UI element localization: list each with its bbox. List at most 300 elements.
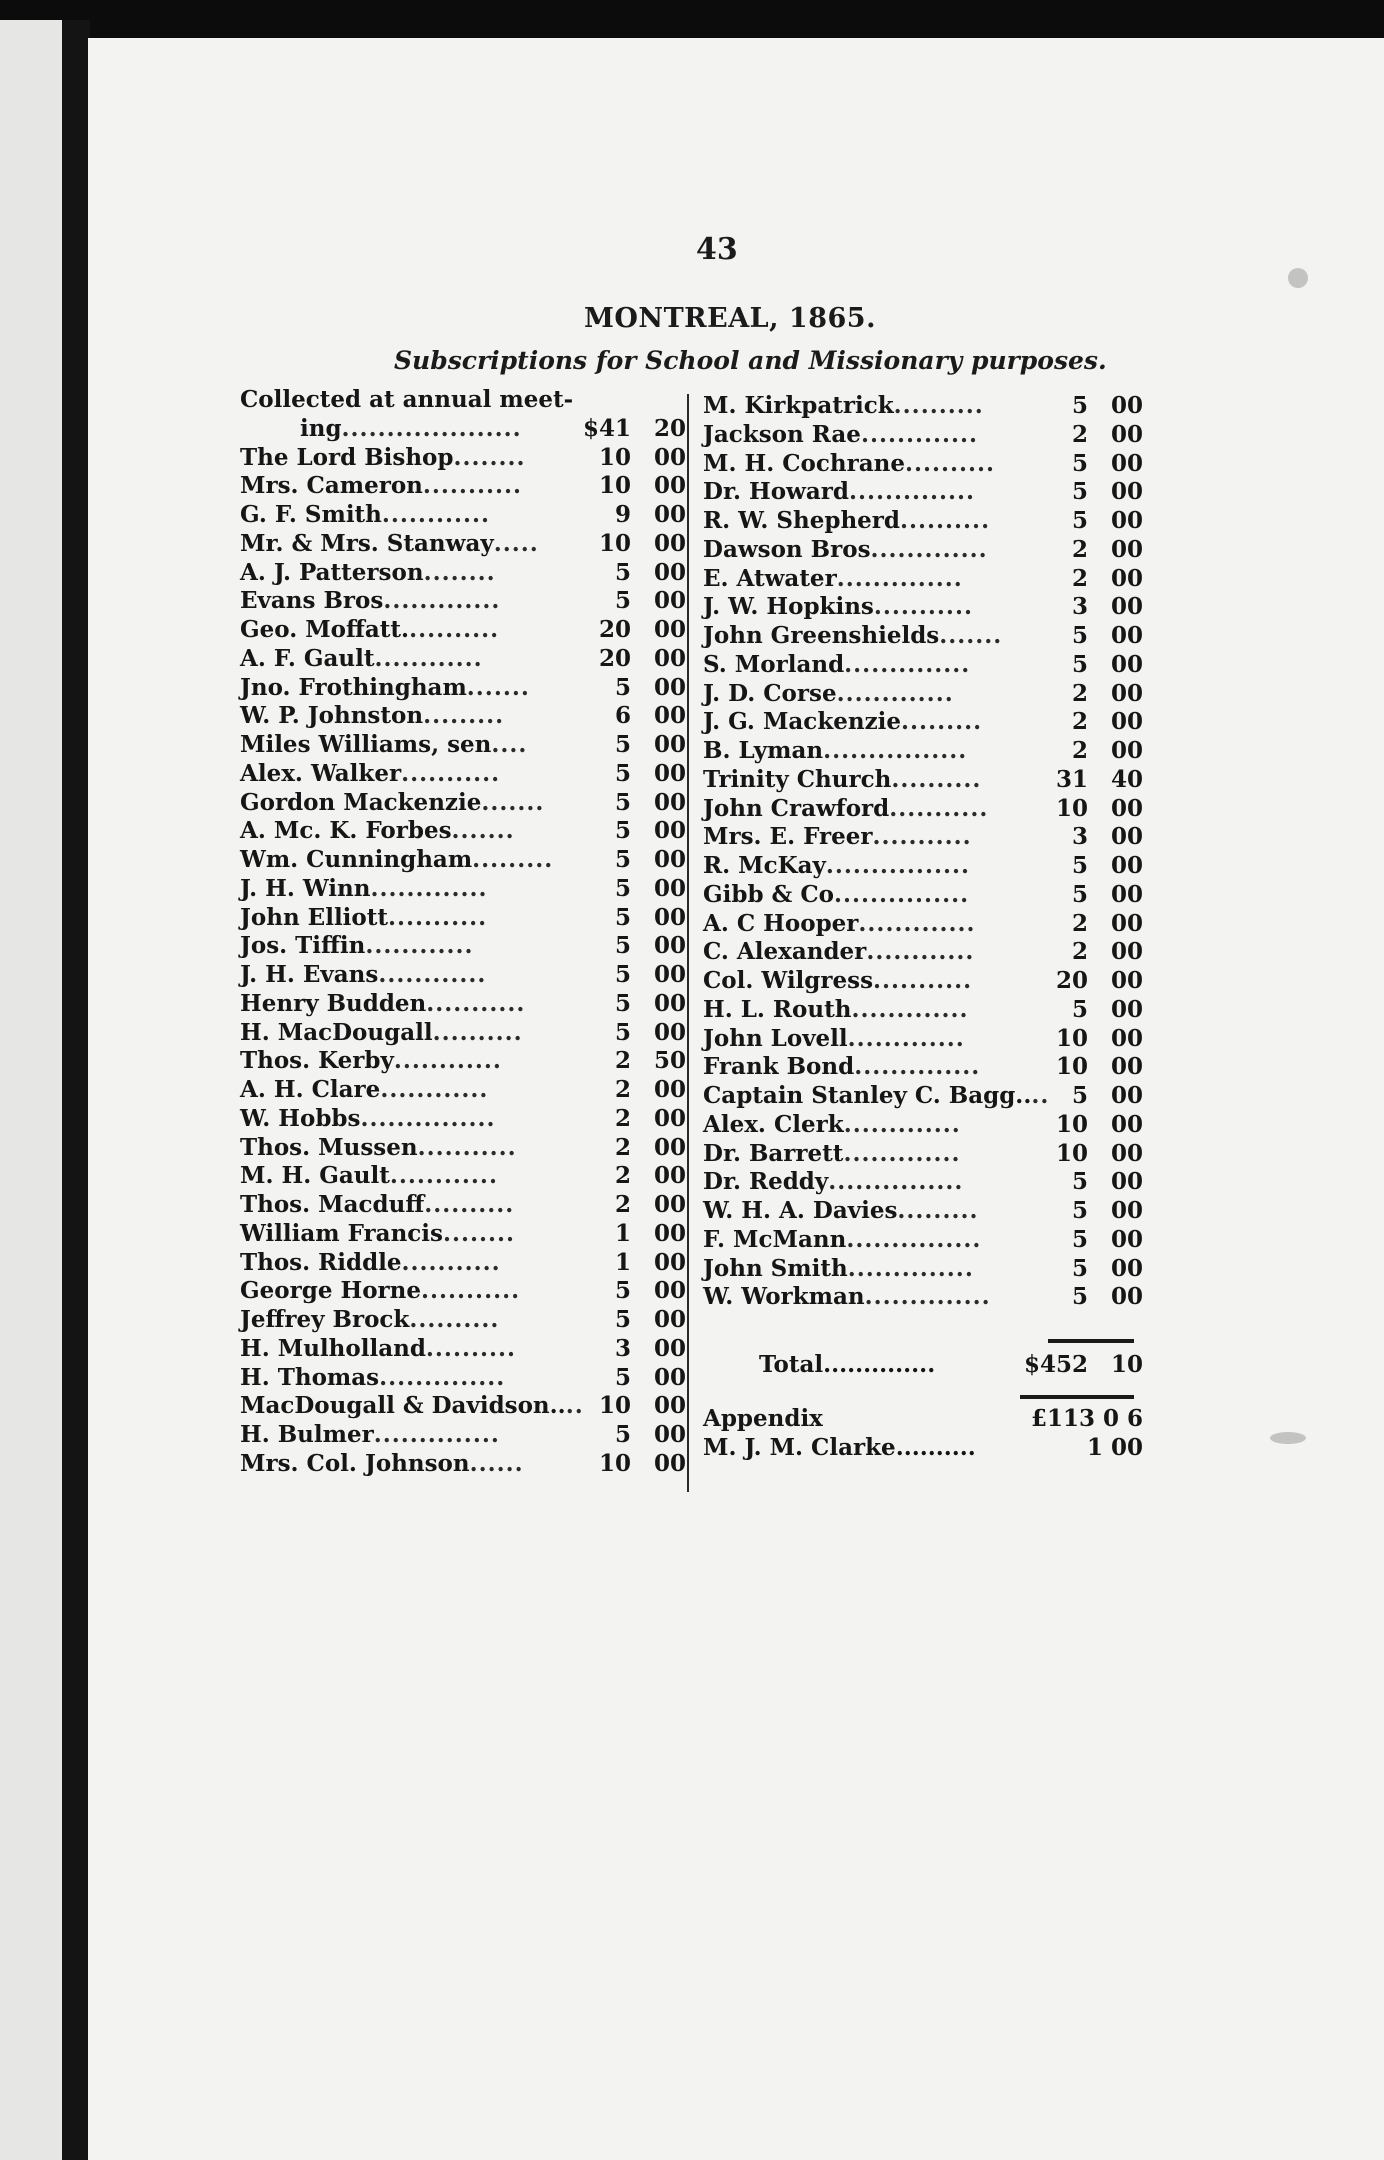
subscriber-name: Thos. Kerby............ bbox=[240, 1047, 502, 1075]
ink-smudge bbox=[1270, 1432, 1306, 1444]
subscriber-name: A. F. Gault............ bbox=[240, 644, 483, 672]
list-item bbox=[240, 501, 686, 530]
list-item bbox=[240, 731, 686, 760]
list-item bbox=[703, 852, 1143, 881]
amount-cents: 00 bbox=[653, 1306, 686, 1333]
amount-cents: 00 bbox=[653, 616, 686, 643]
amount-dollars: 5 bbox=[614, 1277, 631, 1305]
list-item bbox=[703, 536, 1143, 565]
amount-cents: 00 bbox=[653, 788, 686, 816]
subscriber-name: Trinity Church.......... bbox=[703, 765, 982, 793]
list-item bbox=[240, 1335, 686, 1364]
amount-dollars: 5 bbox=[614, 961, 631, 988]
amount-dollars: 5 bbox=[614, 846, 631, 873]
subscriber-name: ing.................... bbox=[300, 414, 522, 442]
list-item bbox=[240, 1191, 686, 1220]
list-item bbox=[703, 421, 1143, 450]
subscriber-name: Gibb & Co............... bbox=[703, 880, 970, 908]
amount-dollars: 2 bbox=[614, 1076, 631, 1103]
list-item bbox=[240, 530, 686, 559]
subscriber-name: Mrs. E. Freer........... bbox=[703, 823, 972, 851]
amount-cents: 00 bbox=[1110, 1139, 1143, 1167]
amount-dollars: 5 bbox=[614, 1018, 631, 1046]
subscriber-name: John Smith.............. bbox=[703, 1254, 974, 1282]
amount-dollars: 5 bbox=[614, 874, 631, 902]
amount-cents: 40 bbox=[1110, 765, 1143, 793]
list-item bbox=[703, 1197, 1143, 1226]
amount-dollars: 9 bbox=[614, 501, 631, 528]
amount-cents: 00 bbox=[653, 846, 686, 873]
amount-cents: 00 bbox=[1110, 1197, 1143, 1224]
amount-dollars: 10 bbox=[1055, 1110, 1088, 1138]
amount-cents: 00 bbox=[653, 1018, 686, 1046]
subscriber-name: G. F. Smith............ bbox=[240, 501, 490, 528]
amount-cents: 50 bbox=[653, 1047, 686, 1075]
list-item bbox=[240, 817, 686, 846]
subscriber-name: H. Thomas.............. bbox=[240, 1363, 506, 1391]
total-row bbox=[703, 1349, 1143, 1381]
amount-dollars: 2 bbox=[614, 1047, 631, 1075]
subscriber-name: H. MacDougall.......... bbox=[240, 1018, 523, 1046]
amount-dollars: 6 bbox=[614, 702, 631, 730]
list-item bbox=[703, 507, 1143, 536]
list-item bbox=[703, 651, 1143, 680]
list-item bbox=[703, 1283, 1143, 1312]
amount-cents: 00 bbox=[1110, 1082, 1143, 1109]
subscriber-name: Frank Bond.............. bbox=[703, 1053, 981, 1081]
subscriber-name: John Elliott........... bbox=[240, 903, 488, 931]
subscriber-name: John Greenshields....... bbox=[703, 622, 1003, 649]
list-item bbox=[240, 386, 686, 415]
list-item bbox=[240, 961, 686, 990]
list-item bbox=[240, 674, 686, 703]
list-item bbox=[703, 565, 1143, 594]
amount-cents: 00 bbox=[1110, 449, 1143, 477]
amount-cents: 00 bbox=[1110, 737, 1143, 764]
amount-dollars: 5 bbox=[1071, 1197, 1088, 1224]
amount-dollars: 5 bbox=[1071, 1254, 1088, 1282]
appendix-amount: £113 0 6 bbox=[1030, 1405, 1143, 1432]
amount-cents: 00 bbox=[1110, 593, 1143, 621]
subscriber-name: B. Lyman................ bbox=[703, 737, 968, 764]
amount-cents: 00 bbox=[1110, 564, 1143, 592]
list-item bbox=[240, 932, 686, 961]
amount-dollars: 5 bbox=[614, 817, 631, 845]
subscriber-name: Wm. Cunningham......... bbox=[240, 846, 554, 873]
subscriber-name: Mr. & Mrs. Stanway..... bbox=[240, 529, 539, 557]
amount-dollars: 1 bbox=[614, 1219, 631, 1247]
subscriber-name: H. Mulholland.......... bbox=[240, 1334, 516, 1362]
amount-cents: 00 bbox=[653, 1162, 686, 1190]
list-item bbox=[703, 622, 1143, 651]
amount-cents: 00 bbox=[653, 817, 686, 845]
subscriber-name: M. H. Gault............ bbox=[240, 1162, 498, 1190]
amount-cents: 00 bbox=[1110, 622, 1143, 649]
subscriber-name: Alex. Clerk............. bbox=[703, 1110, 961, 1138]
amount-dollars: 10 bbox=[598, 1392, 631, 1420]
amount-cents: 00 bbox=[653, 673, 686, 701]
list-item bbox=[240, 1277, 686, 1306]
list-item bbox=[240, 875, 686, 904]
amount-cents: 00 bbox=[1110, 823, 1143, 851]
amount-cents: 00 bbox=[653, 961, 686, 988]
subscriber-name: M. H. Cochrane.......... bbox=[703, 449, 996, 477]
subscriber-name: E. Atwater.............. bbox=[703, 564, 963, 592]
amount-cents: 00 bbox=[1110, 1254, 1143, 1282]
amount-cents: 00 bbox=[653, 1421, 686, 1448]
amount-cents: 00 bbox=[1110, 478, 1143, 506]
subscriber-name: M. Kirkpatrick.......... bbox=[703, 392, 984, 419]
page-heading: MONTREAL, 1865. bbox=[584, 303, 876, 334]
subscriber-name: J. H. Evans............ bbox=[240, 961, 487, 988]
amount-cents: 00 bbox=[1110, 392, 1143, 419]
total-label: Total.............. bbox=[759, 1351, 936, 1378]
amount-cents: 00 bbox=[653, 1277, 686, 1305]
list-item bbox=[240, 1220, 686, 1249]
amount-dollars: 2 bbox=[1071, 679, 1088, 707]
amount-dollars: 2 bbox=[1071, 564, 1088, 592]
amount-dollars: 10 bbox=[598, 472, 631, 500]
appendix-row bbox=[703, 1404, 1143, 1433]
list-item bbox=[703, 823, 1143, 852]
amount-cents: 00 bbox=[653, 1392, 686, 1420]
list-item bbox=[240, 904, 686, 933]
amount-cents: 00 bbox=[653, 1104, 686, 1132]
total-rule bbox=[1048, 1339, 1134, 1343]
amount-dollars: 10 bbox=[598, 1449, 631, 1477]
amount-dollars: 2 bbox=[1071, 909, 1088, 937]
appendix-rule bbox=[1020, 1395, 1134, 1399]
amount-cents: 00 bbox=[653, 1449, 686, 1477]
amount-cents: 00 bbox=[653, 1334, 686, 1362]
amount-cents: 00 bbox=[653, 1133, 686, 1161]
list-item bbox=[240, 1364, 686, 1393]
amount-cents: 00 bbox=[653, 702, 686, 730]
amount-cents: 20 bbox=[653, 414, 686, 442]
subscriber-name: Thos. Riddle........... bbox=[240, 1248, 501, 1276]
page-subheading: Subscriptions for School and Missionary purposes. bbox=[394, 346, 1107, 375]
list-item bbox=[240, 559, 686, 588]
list-item bbox=[240, 587, 686, 616]
subscriber-name: W. Hobbs............... bbox=[240, 1104, 496, 1132]
subscriber-name: W. H. A. Davies......... bbox=[703, 1197, 979, 1224]
amount-cents: 00 bbox=[1110, 852, 1143, 879]
list-item bbox=[703, 1168, 1143, 1197]
amount-dollars: 5 bbox=[614, 759, 631, 787]
amount-cents: 00 bbox=[1110, 1283, 1143, 1311]
subscriber-name: Collected at annual meet- bbox=[240, 386, 574, 413]
subscriber-name: Dawson Bros............. bbox=[703, 535, 988, 563]
subscriber-name: George Horne........... bbox=[240, 1277, 521, 1305]
subscriber-name: Alex. Walker........... bbox=[240, 759, 501, 787]
list-item bbox=[703, 1082, 1143, 1111]
subscriber-name: R. McKay................ bbox=[703, 852, 970, 879]
amount-dollars: 10 bbox=[1055, 1053, 1088, 1081]
subscriber-name: Geo. Moffatt........... bbox=[240, 616, 500, 643]
subscriber-name: W. Workman.............. bbox=[703, 1283, 991, 1311]
list-item bbox=[240, 645, 686, 674]
amount-cents: 00 bbox=[653, 587, 686, 615]
amount-dollars: 2 bbox=[1071, 535, 1088, 563]
amount-dollars: 5 bbox=[1071, 650, 1088, 678]
amount-cents: 00 bbox=[653, 558, 686, 586]
subscriber-name: The Lord Bishop........ bbox=[240, 443, 526, 471]
appendix-entry-amount: 1 00 bbox=[1086, 1434, 1143, 1461]
list-item bbox=[240, 1047, 686, 1076]
subscriber-name: Dr. Howard.............. bbox=[703, 478, 976, 506]
amount-dollars: 3 bbox=[1071, 593, 1088, 621]
list-item bbox=[240, 702, 686, 731]
subscriber-name: Jeffrey Brock.......... bbox=[240, 1306, 500, 1333]
subscriber-name: J. G. Mackenzie......... bbox=[703, 708, 983, 736]
list-item bbox=[703, 967, 1143, 996]
appendix-entry-row bbox=[703, 1433, 1143, 1462]
amount-cents: 00 bbox=[653, 989, 686, 1017]
list-item bbox=[703, 1111, 1143, 1140]
subscriber-name: Jackson Rae............. bbox=[703, 420, 979, 448]
subscriber-name: A. H. Clare............ bbox=[240, 1076, 489, 1103]
subscriber-name: Evans Bros............. bbox=[240, 587, 501, 615]
amount-cents: 00 bbox=[1110, 1024, 1143, 1052]
amount-dollars: 2 bbox=[1071, 420, 1088, 448]
list-item bbox=[703, 910, 1143, 939]
amount-dollars: 2 bbox=[1071, 938, 1088, 966]
subscriber-name: H. Bulmer.............. bbox=[240, 1421, 500, 1448]
amount-dollars: 5 bbox=[1071, 1082, 1088, 1109]
list-item bbox=[703, 766, 1143, 795]
subscriber-name: Henry Budden........... bbox=[240, 989, 526, 1017]
subscriber-name: A. Mc. K. Forbes....... bbox=[240, 817, 515, 845]
amount-cents: 00 bbox=[1110, 650, 1143, 678]
amount-cents: 00 bbox=[653, 1363, 686, 1391]
amount-cents: 00 bbox=[1110, 1225, 1143, 1253]
amount-cents: 00 bbox=[1110, 880, 1143, 908]
amount-cents: 00 bbox=[653, 472, 686, 500]
list-item bbox=[240, 472, 686, 501]
page-number: 43 bbox=[696, 232, 738, 267]
subscriber-name: C. Alexander............ bbox=[703, 938, 975, 966]
subscriber-name: Jos. Tiffin............ bbox=[240, 932, 474, 960]
amount-dollars: 2 bbox=[614, 1191, 631, 1218]
subscriber-name: W. P. Johnston......... bbox=[240, 702, 505, 730]
left-subscription-list bbox=[240, 386, 686, 1479]
amount-dollars: 5 bbox=[1071, 995, 1088, 1023]
amount-dollars: 1 bbox=[614, 1248, 631, 1276]
amount-cents: 00 bbox=[1110, 679, 1143, 707]
amount-dollars: 2 bbox=[614, 1133, 631, 1161]
amount-cents: 00 bbox=[1110, 1110, 1143, 1138]
list-item bbox=[240, 1306, 686, 1335]
amount-dollars: 5 bbox=[1071, 478, 1088, 506]
amount-dollars: 5 bbox=[614, 673, 631, 701]
list-item bbox=[703, 450, 1143, 479]
subscriber-name: William Francis........ bbox=[240, 1219, 516, 1247]
list-item bbox=[240, 444, 686, 473]
amount-dollars: 2 bbox=[614, 1104, 631, 1132]
amount-cents: 00 bbox=[653, 1191, 686, 1218]
list-item bbox=[240, 789, 686, 818]
amount-dollars: 5 bbox=[614, 788, 631, 816]
amount-cents: 00 bbox=[653, 1219, 686, 1247]
list-item bbox=[240, 1105, 686, 1134]
list-item bbox=[240, 1162, 686, 1191]
list-item bbox=[703, 881, 1143, 910]
amount-dollars: 5 bbox=[1071, 392, 1088, 419]
amount-dollars: 5 bbox=[1071, 1283, 1088, 1311]
subscriber-name: John Lovell............. bbox=[703, 1024, 965, 1052]
amount-dollars: 31 bbox=[1055, 765, 1088, 793]
amount-dollars: 10 bbox=[598, 529, 631, 557]
amount-cents: 00 bbox=[653, 1076, 686, 1103]
subscriber-name: Captain Stanley C. Bagg.... bbox=[703, 1082, 1050, 1109]
list-item bbox=[240, 1134, 686, 1163]
amount-cents: 00 bbox=[653, 644, 686, 672]
amount-dollars: 20 bbox=[1055, 967, 1088, 994]
subscriber-name: Mrs. Col. Johnson...... bbox=[240, 1449, 524, 1477]
amount-cents: 00 bbox=[1110, 909, 1143, 937]
amount-dollars: 2 bbox=[614, 1162, 631, 1190]
list-item bbox=[240, 760, 686, 789]
list-item bbox=[703, 680, 1143, 709]
subscriber-name: S. Morland.............. bbox=[703, 650, 971, 678]
amount-dollars: 20 bbox=[598, 644, 631, 672]
amount-cents: 00 bbox=[1110, 420, 1143, 448]
total-dollars: $452 bbox=[1023, 1351, 1088, 1378]
list-item bbox=[703, 1053, 1143, 1082]
amount-cents: 00 bbox=[1110, 794, 1143, 822]
subscriber-name: A. C Hooper............. bbox=[703, 909, 976, 937]
subscriber-name: J. W. Hopkins........... bbox=[703, 593, 973, 621]
amount-dollars: 10 bbox=[1055, 1024, 1088, 1052]
adjacent-page-edge bbox=[0, 20, 62, 2160]
amount-dollars: 5 bbox=[614, 903, 631, 931]
amount-dollars: 5 bbox=[614, 1421, 631, 1448]
amount-cents: 00 bbox=[1110, 938, 1143, 966]
amount-dollars: 5 bbox=[614, 1306, 631, 1333]
amount-cents: 00 bbox=[1110, 1053, 1143, 1081]
list-item bbox=[240, 846, 686, 875]
list-item bbox=[703, 392, 1143, 421]
amount-dollars: 2 bbox=[1071, 708, 1088, 736]
amount-cents: 00 bbox=[653, 731, 686, 758]
appendix-entry-name: M. J. M. Clarke.......... bbox=[703, 1434, 976, 1461]
column-divider bbox=[687, 394, 689, 1492]
subscriber-name: Dr. Barrett............. bbox=[703, 1139, 961, 1167]
amount-cents: 00 bbox=[1110, 507, 1143, 534]
subscriber-name: Mrs. Cameron........... bbox=[240, 472, 522, 500]
amount-cents: 00 bbox=[653, 874, 686, 902]
subscriber-name: Jno. Frothingham....... bbox=[240, 673, 530, 701]
amount-cents: 00 bbox=[653, 501, 686, 528]
list-item bbox=[240, 1450, 686, 1479]
subscriber-name: Col. Wilgress........... bbox=[703, 967, 973, 994]
list-item bbox=[703, 478, 1143, 507]
amount-dollars: 5 bbox=[614, 1363, 631, 1391]
list-item bbox=[703, 1226, 1143, 1255]
right-subscription-list bbox=[703, 392, 1143, 1312]
amount-cents: 00 bbox=[653, 443, 686, 471]
amount-dollars: 5 bbox=[614, 731, 631, 758]
amount-cents: 00 bbox=[1110, 995, 1143, 1023]
list-item bbox=[703, 1025, 1143, 1054]
subscriber-name: H. L. Routh............. bbox=[703, 995, 969, 1023]
subscriber-name: Gordon Mackenzie....... bbox=[240, 788, 545, 816]
subscriber-name: F. McMann............... bbox=[703, 1225, 982, 1253]
subscriber-name: A. J. Patterson........ bbox=[240, 558, 496, 586]
amount-dollars: 5 bbox=[1071, 449, 1088, 477]
amount-dollars: 5 bbox=[1071, 622, 1088, 649]
amount-dollars: 10 bbox=[1055, 1139, 1088, 1167]
amount-dollars: 20 bbox=[598, 616, 631, 643]
amount-cents: 00 bbox=[653, 759, 686, 787]
amount-cents: 00 bbox=[653, 932, 686, 960]
amount-cents: 00 bbox=[653, 903, 686, 931]
amount-dollars: 10 bbox=[598, 443, 631, 471]
amount-dollars: 5 bbox=[1071, 507, 1088, 534]
subscriber-name: Miles Williams, sen.... bbox=[240, 731, 528, 758]
list-item bbox=[240, 616, 686, 645]
list-item bbox=[703, 708, 1143, 737]
amount-dollars: 5 bbox=[614, 932, 631, 960]
amount-dollars: 10 bbox=[1055, 794, 1088, 822]
amount-cents: 00 bbox=[1110, 1168, 1143, 1196]
amount-dollars: 3 bbox=[614, 1334, 631, 1362]
list-item bbox=[703, 1255, 1143, 1284]
amount-dollars: 5 bbox=[614, 989, 631, 1017]
list-item bbox=[240, 1249, 686, 1278]
amount-cents: 00 bbox=[1110, 708, 1143, 736]
list-item bbox=[703, 996, 1143, 1025]
list-item bbox=[703, 1140, 1143, 1169]
total-cents: 10 bbox=[1110, 1351, 1143, 1378]
subscriber-name: Dr. Reddy............... bbox=[703, 1168, 964, 1196]
subscriber-name: Thos. Macduff.......... bbox=[240, 1191, 515, 1218]
amount-dollars: 5 bbox=[1071, 880, 1088, 908]
amount-dollars: 5 bbox=[614, 558, 631, 586]
list-item bbox=[240, 1421, 686, 1450]
subscriber-name: Thos. Mussen........... bbox=[240, 1133, 517, 1161]
book-binding-gutter bbox=[62, 20, 90, 2160]
amount-cents: 00 bbox=[653, 529, 686, 557]
list-item bbox=[240, 415, 686, 444]
list-item bbox=[703, 795, 1143, 824]
amount-dollars: $41 bbox=[582, 414, 631, 442]
list-item bbox=[240, 990, 686, 1019]
amount-dollars: 2 bbox=[1071, 737, 1088, 764]
amount-dollars: 5 bbox=[1071, 852, 1088, 879]
list-item bbox=[703, 737, 1143, 766]
subscriber-name: J. D. Corse............. bbox=[703, 679, 954, 707]
list-item bbox=[240, 1392, 686, 1421]
subscriber-name: J. H. Winn............. bbox=[240, 874, 488, 902]
list-item bbox=[703, 593, 1143, 622]
amount-cents: 00 bbox=[653, 1248, 686, 1276]
list-item bbox=[240, 1076, 686, 1105]
list-item bbox=[703, 938, 1143, 967]
amount-cents: 00 bbox=[1110, 967, 1143, 994]
subscriber-name: R. W. Shepherd.......... bbox=[703, 507, 991, 534]
subscriber-name: MacDougall & Davidson.... bbox=[240, 1392, 584, 1420]
amount-dollars: 5 bbox=[1071, 1168, 1088, 1196]
amount-dollars: 3 bbox=[1071, 823, 1088, 851]
list-item bbox=[240, 1019, 686, 1048]
appendix-label: Appendix bbox=[703, 1405, 823, 1432]
subscriber-name: John Crawford........... bbox=[703, 794, 989, 822]
ink-smudge bbox=[1288, 268, 1308, 288]
amount-dollars: 5 bbox=[614, 587, 631, 615]
amount-dollars: 5 bbox=[1071, 1225, 1088, 1253]
amount-cents: 00 bbox=[1110, 535, 1143, 563]
